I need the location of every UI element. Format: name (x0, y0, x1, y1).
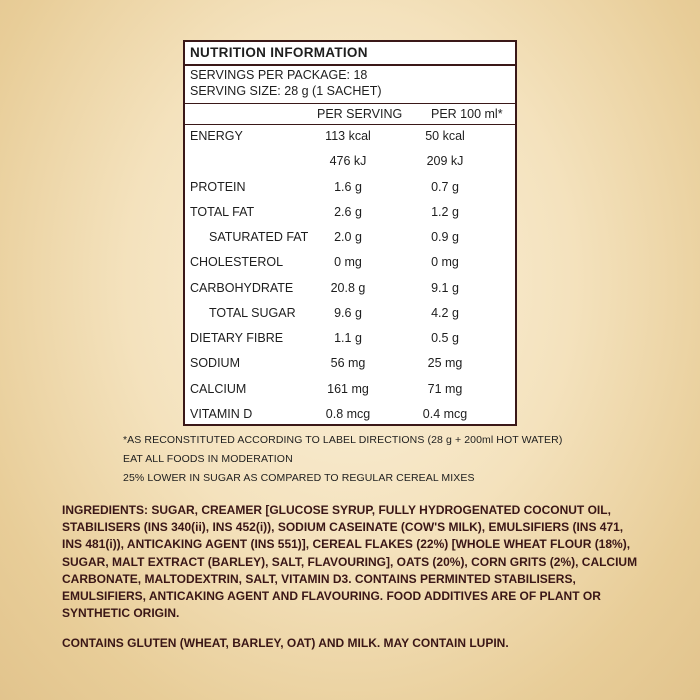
per-serving-value: 1.6 g (334, 180, 362, 194)
nutrient-name: CARBOHYDRATE (190, 281, 294, 295)
nutrient-row-total-sugar (185, 306, 515, 326)
nutrient-name: VITAMIN D (190, 407, 253, 421)
nutrient-row-energy-kcal (185, 129, 515, 149)
nutrient-row-vitamin-d (185, 407, 515, 427)
per-100ml-value: 9.1 g (431, 281, 459, 295)
per-serving-value: 113 kcal (325, 129, 371, 143)
per-100ml-value: 50 kcal (425, 129, 465, 143)
per-100ml-value: 1.2 g (431, 205, 459, 219)
ingredients-text: INGREDIENTS: SUGAR, CREAMER [GLUCOSE SYRUP, FULLY HYDROGENATED COCONUT OIL, STABILISERS (INS 340(ii), INS 452(i)), SODIUM CASEINATE (COW'S MILK), EMULSIFIERS (INS 471, INS 481(i)), ANTICAKING AGENT (INS 551)], CEREAL FLAKES (22%) [WHOLE WHEAT FLOUR (18%), SUGAR, MALT EXTRACT (BARLEY), SALT, FLAVOURING], OATS (20%), CORN GRITS (2%), CALCIUM CARBONATE, MALTODEXTRIN, SALT, VITAMIN D3. CONTAINS PERMINTED STABILISERS, EMULSIFIERS, ANTICAKING AGENT AND FLAVOURING. FOOD ADDITIVES ARE OF PLANT OR SYNTHETIC ORIGIN. (62, 503, 638, 621)
panel-title: NUTRITION INFORMATION (185, 42, 515, 66)
per-serving-header: PER SERVING (317, 107, 403, 121)
nutrient-name: CHOLESTEROL (190, 255, 284, 269)
per-100ml-value: 0.9 g (431, 230, 459, 244)
nutrition-panel (183, 40, 517, 426)
nutrient-row-cholesterol (185, 255, 515, 275)
nutrient-row-carbohydrate (185, 281, 515, 301)
per-100ml-value: 0.5 g (431, 331, 459, 345)
nutrient-row-calcium (185, 382, 515, 402)
per-serving-value: 1.1 g (334, 331, 362, 345)
per-100ml-header: PER 100 ml* (431, 107, 503, 121)
serving-size: SERVING SIZE: 28 g (1 SACHET) (190, 84, 382, 98)
nutrient-row-energy-kj (185, 154, 515, 174)
nutrient-row-dietary-fibre (185, 331, 515, 351)
per-100ml-value: 71 mg (427, 382, 463, 396)
nutrient-name: TOTAL FAT (190, 205, 255, 219)
footnote-moderation: EAT ALL FOODS IN MODERATION (123, 453, 293, 465)
footnote-reconstituted: *AS RECONSTITUTED ACCORDING TO LABEL DIRECTIONS (28 g + 200ml HOT WATER) (123, 434, 563, 446)
allergen-statement: CONTAINS GLUTEN (WHEAT, BARLEY, OAT) AND MILK. MAY CONTAIN LUPIN. (62, 636, 509, 650)
per-100ml-value: 25 mg (427, 356, 463, 370)
nutrient-name: PROTEIN (190, 180, 246, 194)
nutrient-row-saturated-fat (185, 230, 515, 250)
footnote-lower-sugar: 25% LOWER IN SUGAR AS COMPARED TO REGULAR CEREAL MIXES (123, 472, 475, 484)
per-serving-value: 161 mg (327, 382, 369, 396)
per-100ml-value: 0.7 g (431, 180, 459, 194)
per-100ml-value: 209 kJ (426, 154, 464, 168)
nutrient-row-total-fat (185, 205, 515, 225)
per-serving-value: 9.6 g (334, 306, 362, 320)
nutrient-name: TOTAL SUGAR (209, 306, 296, 320)
per-serving-value: 2.6 g (334, 205, 362, 219)
per-serving-value: 20.8 g (330, 281, 366, 295)
per-serving-value: 0.8 mcg (325, 407, 371, 421)
per-serving-value: 2.0 g (334, 230, 362, 244)
nutrient-name: CALCIUM (190, 382, 247, 396)
nutrient-row-sodium (185, 356, 515, 376)
per-serving-value: 476 kJ (329, 154, 367, 168)
per-serving-value: 56 mg (330, 356, 366, 370)
servings-per-package: SERVINGS PER PACKAGE: 18 (190, 68, 368, 82)
per-100ml-value: 0 mg (431, 255, 459, 269)
nutrient-name: ENERGY (190, 129, 243, 143)
column-header-row (185, 103, 515, 125)
per-100ml-value: 0.4 mcg (422, 407, 468, 421)
nutrient-name: DIETARY FIBRE (190, 331, 284, 345)
nutrient-name: SATURATED FAT (209, 230, 309, 244)
per-100ml-value: 4.2 g (431, 306, 459, 320)
nutrient-row-protein (185, 180, 515, 200)
nutrient-name: SODIUM (190, 356, 240, 370)
per-serving-value: 0 mg (334, 255, 362, 269)
